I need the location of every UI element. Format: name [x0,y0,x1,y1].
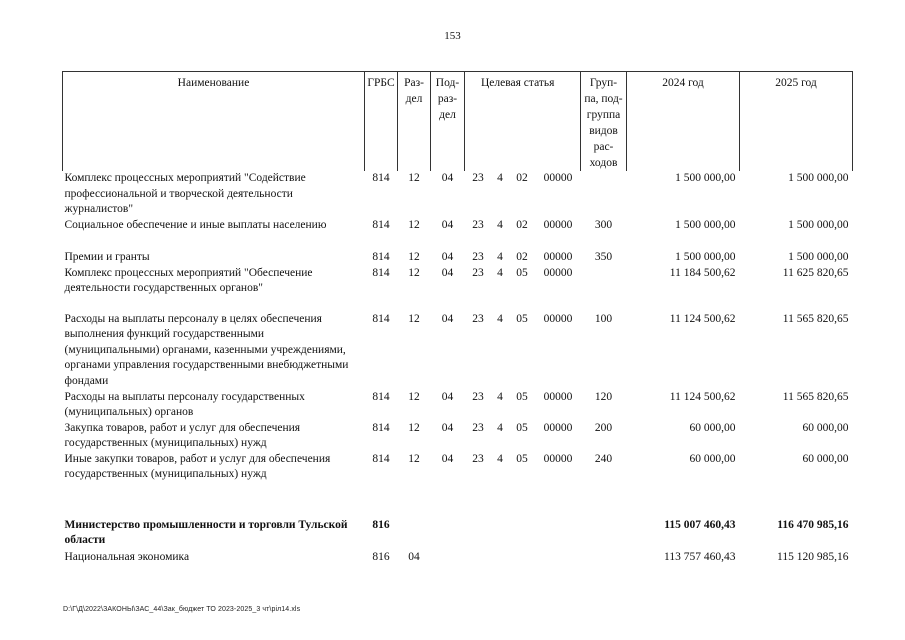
table-row [63,250,853,266]
cell-name: Национальная экономика [64,550,190,563]
cell-group [581,550,627,566]
table-row [63,550,853,566]
cell-razdel: 12 [408,312,420,325]
cell-y2024: 115 007 460,43 [664,518,736,531]
cell-cs-b: 4 [497,250,503,263]
cell-group: 120 [594,390,613,403]
cell-podrazdel: 04 [441,172,454,184]
cell-y2024: 1 500 000,00 [675,218,736,231]
page-number: 153 [444,30,461,42]
cell-podrazdel: 04 [441,250,454,263]
cell-group: 200 [594,421,613,434]
cell-grbs: 814 [372,218,390,231]
cell-razdel: 12 [408,421,420,434]
cell-podrazdel [431,550,465,566]
cell-grbs: 814 [372,421,390,434]
cell-y2025: 116 470 985,16 [777,518,849,531]
cell-y2024: 113 757 460,43 [664,550,736,563]
header-grbs: ГРБС [365,72,398,172]
cell-podrazdel: 04 [441,390,454,403]
cell-cs-c: 02 [516,172,528,184]
cell-cs-b: 4 [497,172,503,184]
cell-cs-a: 23 [472,312,484,325]
cell-grbs: 814 [372,250,390,263]
cell-group [581,171,627,218]
cell-podrazdel: 04 [441,312,454,325]
cell-podrazdel: 04 [441,452,454,465]
cell-podrazdel [431,518,465,550]
cell-grbs: 816 [372,518,390,531]
cell-y2025: 60 000,00 [802,452,849,465]
cell-y2025: 115 120 985,16 [777,550,849,563]
table-row [63,266,853,312]
cell-name: Закупка товаров, работ и услуг для обеспечения государственных (муниципальных) нужд [64,421,301,449]
cell-podrazdel: 04 [441,266,454,279]
cell-cs-a [465,550,492,566]
cell-y2024: 60 000,00 [689,452,736,465]
header-podrazdel: Под- раз- дел [431,72,465,172]
cell-grbs: 814 [372,452,390,465]
header-2024: 2024 год [627,72,740,172]
cell-cs-b: 4 [497,421,503,434]
cell-cs-d: 00000 [543,250,573,263]
cell-cs-d: 00000 [543,218,573,231]
cell-name: Комплекс процессных мероприятий "Содействие профессиональной и творческой деятельности журналистов" [64,172,306,215]
cell-cs-c: 05 [516,452,528,465]
cell-cs-d: 00000 [543,421,573,434]
cell-cs-a: 23 [472,421,484,434]
cell-grbs: 814 [372,312,390,325]
cell-cs-c [509,550,536,566]
table-row [63,390,853,421]
cell-grbs: 814 [372,266,390,279]
header-row [63,72,853,172]
cell-cs-a: 23 [472,172,484,184]
cell-cs-d [536,550,581,566]
header-target-article: Целевая статья [465,72,581,172]
cell-y2025: 11 565 820,65 [782,312,849,325]
cell-y2024: 1 500 000,00 [675,250,736,263]
cell-cs-b: 4 [497,390,503,403]
cell-y2025: 11 565 820,65 [782,390,849,403]
cell-group [581,266,627,312]
cell-cs-a: 23 [472,266,484,279]
cell-cs-c: 05 [516,266,528,279]
cell-y2024: 11 184 500,62 [669,266,736,279]
cell-cs-a: 23 [472,452,484,465]
cell-razdel: 12 [408,452,420,465]
cell-razdel: 12 [408,250,420,263]
cell-name: Расходы на выплаты персоналу государственных (муниципальных) органов [64,390,305,418]
cell-cs-b: 4 [497,312,503,325]
cell-grbs: 814 [372,390,390,403]
cell-cs-d [536,518,581,550]
cell-group [581,518,627,550]
cell-razdel: 04 [408,550,420,563]
table-row [63,421,853,452]
cell-razdel: 12 [408,218,420,231]
cell-name: Комплекс процессных мероприятий "Обеспечение деятельности государственных органов" [64,266,313,294]
cell-cs-d: 00000 [543,266,573,279]
table-row [63,312,853,390]
cell-cs-b: 4 [497,452,503,465]
header-name: Наименование [63,72,365,172]
cell-cs-d: 00000 [543,452,573,465]
cell-group: 240 [594,452,613,465]
cell-group: 350 [594,250,613,263]
cell-razdel: 12 [408,172,420,184]
cell-y2025: 1 500 000,00 [788,172,849,184]
table-row [63,452,853,518]
cell-cs-a: 23 [472,218,484,231]
cell-y2024: 60 000,00 [689,421,736,434]
cell-y2025: 1 500 000,00 [788,250,849,263]
cell-cs-c: 02 [516,218,528,231]
cell-cs-d: 00000 [543,172,573,184]
table-row [63,518,853,550]
cell-grbs: 814 [372,172,390,184]
cell-y2024: 1 500 000,00 [675,172,736,184]
cell-cs-b: 4 [497,266,503,279]
cell-podrazdel: 04 [441,421,454,434]
cell-y2025: 11 625 820,65 [782,266,849,279]
cell-podrazdel: 04 [441,218,454,231]
cell-name: Расходы на выплаты персоналу в целях обеспечения выполнения функций государственными (муниципальными) органами, казенными учреждениями, органами управления государственными внебюджетными фондами [64,312,349,387]
header-2025: 2025 год [740,72,853,172]
table-row [63,171,853,218]
cell-razdel: 12 [408,390,420,403]
cell-cs-c: 05 [516,390,528,403]
cell-name: Иные закупки товаров, работ и услуг для обеспечения государственных (муниципальных) нужд [64,452,331,480]
cell-name: Социальное обеспечение и иные выплаты населению [64,218,327,231]
cell-name: Премии и гранты [64,250,150,263]
cell-cs-a: 23 [472,390,484,403]
cell-group: 300 [594,218,613,231]
cell-razdel [398,518,431,550]
cell-cs-b [492,550,509,566]
cell-y2024: 11 124 500,62 [669,312,736,325]
table-row [63,218,853,250]
cell-cs-c: 05 [516,312,528,325]
header-expense-group: Груп- па, под- группа видов рас- ходов [581,72,627,172]
budget-table [62,71,853,566]
cell-cs-c [509,518,536,550]
cell-cs-d: 00000 [543,312,573,325]
cell-y2024: 11 124 500,62 [669,390,736,403]
cell-cs-a [465,518,492,550]
cell-grbs: 816 [372,550,390,563]
cell-cs-c: 02 [516,250,528,263]
cell-y2025: 1 500 000,00 [788,218,849,231]
cell-cs-d: 00000 [543,390,573,403]
cell-y2025: 60 000,00 [802,421,849,434]
cell-cs-c: 05 [516,421,528,434]
cell-name: Министерство промышленности и торговли Тульской области [64,518,348,546]
cell-cs-a: 23 [472,250,484,263]
cell-group: 100 [594,312,613,325]
cell-razdel: 12 [408,266,420,279]
file-path-footer: D:\Г\Д\2022\ЗАКОНЫ\ЗАС_44\Зак_бюджет ТО 2023-2025_3 чт\ріл14.xls [63,606,301,613]
header-razdel: Раз- дел [398,72,431,172]
cell-cs-b: 4 [497,218,503,231]
cell-cs-b [492,518,509,550]
